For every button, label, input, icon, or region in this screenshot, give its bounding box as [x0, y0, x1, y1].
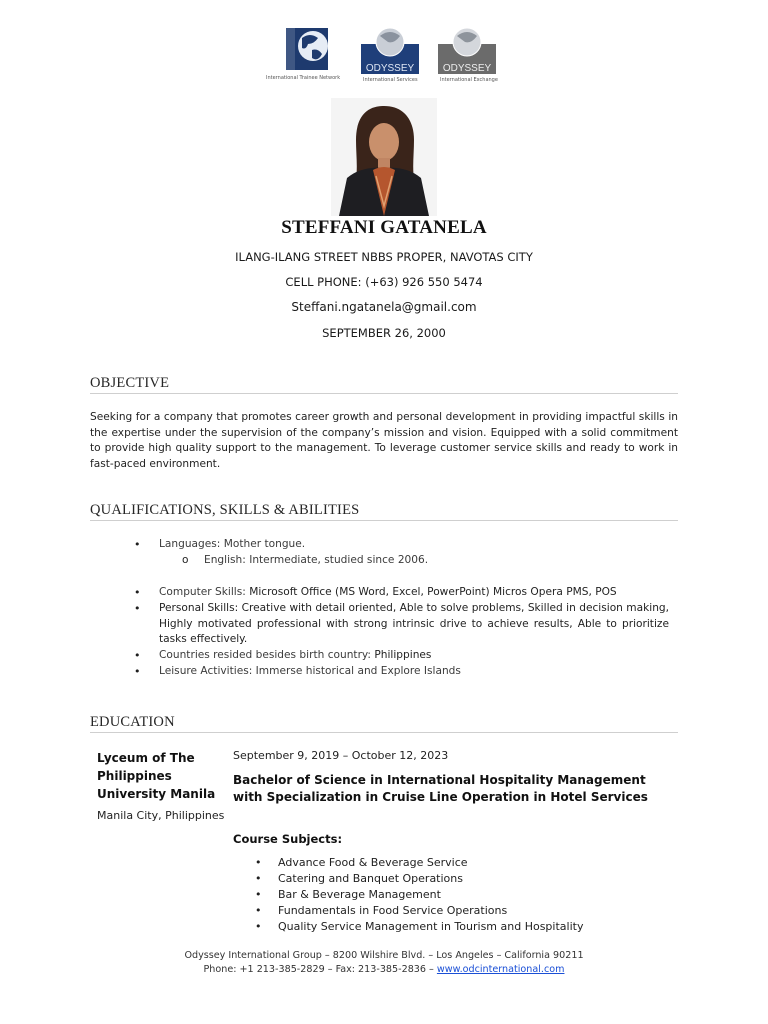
odyssey-logo-wordmark: ODYSSEY	[365, 63, 415, 74]
footer-contact	[0, 964, 768, 975]
degree: Bachelor of Science in International Hospitality Management with Specialization in Cruise Line Operation in Hotel Services	[233, 773, 648, 804]
computer-skills-label: Computer Skills:	[159, 586, 250, 598]
footer-phone-fax: Phone: +1 213-385-2829 – Fax: 213-385-2836 –	[203, 964, 437, 975]
bullet-icon: •	[255, 904, 262, 917]
bullet-icon: •	[255, 856, 262, 869]
bullet-icon: •	[255, 920, 262, 933]
leisure-text: Leisure Activities: Immerse historical and Explore Islands	[159, 664, 461, 677]
objective-heading: OBJECTIVE	[90, 375, 678, 394]
odyssey-international-exchange-logo: ODYSSEY International Exchange	[435, 24, 499, 86]
list-item	[233, 919, 673, 935]
languages-text: Languages: Mother tongue.	[159, 538, 306, 550]
qualifications-heading: QUALIFICATIONS, SKILLS & ABILITIES	[90, 502, 678, 521]
list-item	[90, 585, 678, 601]
bullet-icon: •	[255, 888, 262, 901]
itn-logo: International Trainee Network	[264, 24, 348, 86]
school-name: Lyceum of The Philippines University Manila	[97, 751, 216, 801]
course-list	[233, 855, 673, 935]
personal-skills-text: Personal Skills: Creative with detail oriented, Able to solve problems, Skilled in decision making, Highly motivated professional with strong intrinsic drive to achieve results, Able to prioritize tasks effectively.	[159, 601, 669, 646]
course-subjects-label: Course Subjects:	[233, 832, 343, 846]
partner-logos	[0, 24, 768, 86]
countries-label: Countries resided besides birth country:	[159, 649, 375, 662]
course-item: Bar & Beverage Management	[278, 888, 441, 901]
odyssey-international-services-logo: ODYSSEY International Services	[358, 24, 422, 86]
objective-text: Seeking for a company that promotes career growth and personal development in providing impactful skills in the expertise under the supervision of the company’s mission and vision. Equipped with a solid commitment to provide high quality support to the management. To leverage customer service skills and ready to work in fast-paced environment.	[90, 411, 678, 470]
list-item	[90, 553, 678, 569]
odyssey-logo-wordmark: ODYSSEY	[442, 63, 492, 74]
course-item: Advance Food & Beverage Service	[278, 856, 468, 869]
candidate-name: STEFFANI GATANELA	[281, 217, 487, 238]
profile-photo	[331, 98, 437, 216]
course-item: Fundamentals in Food Service Operations	[278, 904, 508, 917]
bullet-icon: •	[134, 664, 141, 678]
circle-bullet-icon: o	[182, 553, 189, 566]
list-item	[233, 871, 673, 887]
address: ILANG-ILANG STREET NBBS PROPER, NAVOTAS CITY	[235, 250, 533, 264]
list-item	[233, 887, 673, 903]
education-heading: EDUCATION	[90, 714, 678, 733]
list-item	[90, 537, 678, 553]
email: Steffani.ngatanela@gmail.com	[291, 300, 477, 314]
bullet-icon: •	[134, 601, 141, 615]
footer-address: Odyssey International Group – 8200 Wilshire Blvd. – Los Angeles – California 90211	[184, 950, 584, 961]
bullet-icon: •	[255, 872, 262, 885]
english-text: English: Intermediate, studied since 2006.	[204, 553, 429, 566]
bullet-icon: •	[134, 538, 141, 551]
bullet-icon: •	[134, 586, 141, 599]
list-item	[90, 648, 678, 664]
countries-value: Philippines	[374, 649, 432, 662]
list-item	[233, 903, 673, 919]
skills-list	[90, 585, 678, 680]
course-item: Catering and Banquet Operations	[278, 872, 463, 885]
course-item: Quality Service Management in Tourism and Hospitality	[278, 920, 584, 933]
school-location: Manila City, Philippines	[97, 809, 225, 822]
list-item	[233, 855, 673, 871]
skills-list-top	[90, 537, 678, 569]
birthdate: SEPTEMBER 26, 2000	[322, 326, 446, 340]
education-dates: September 9, 2019 – October 12, 2023	[233, 749, 449, 762]
list-item	[90, 664, 678, 680]
computer-skills-value: Microsoft Office (MS Word, Excel, PowerPoint) Micros Opera PMS, POS	[249, 586, 617, 598]
list-item	[90, 601, 669, 648]
bullet-icon: •	[134, 649, 141, 663]
phone: CELL PHONE: (+63) 926 550 5474	[285, 275, 483, 289]
website-link[interactable]: www.odcinternational.com	[436, 964, 565, 975]
